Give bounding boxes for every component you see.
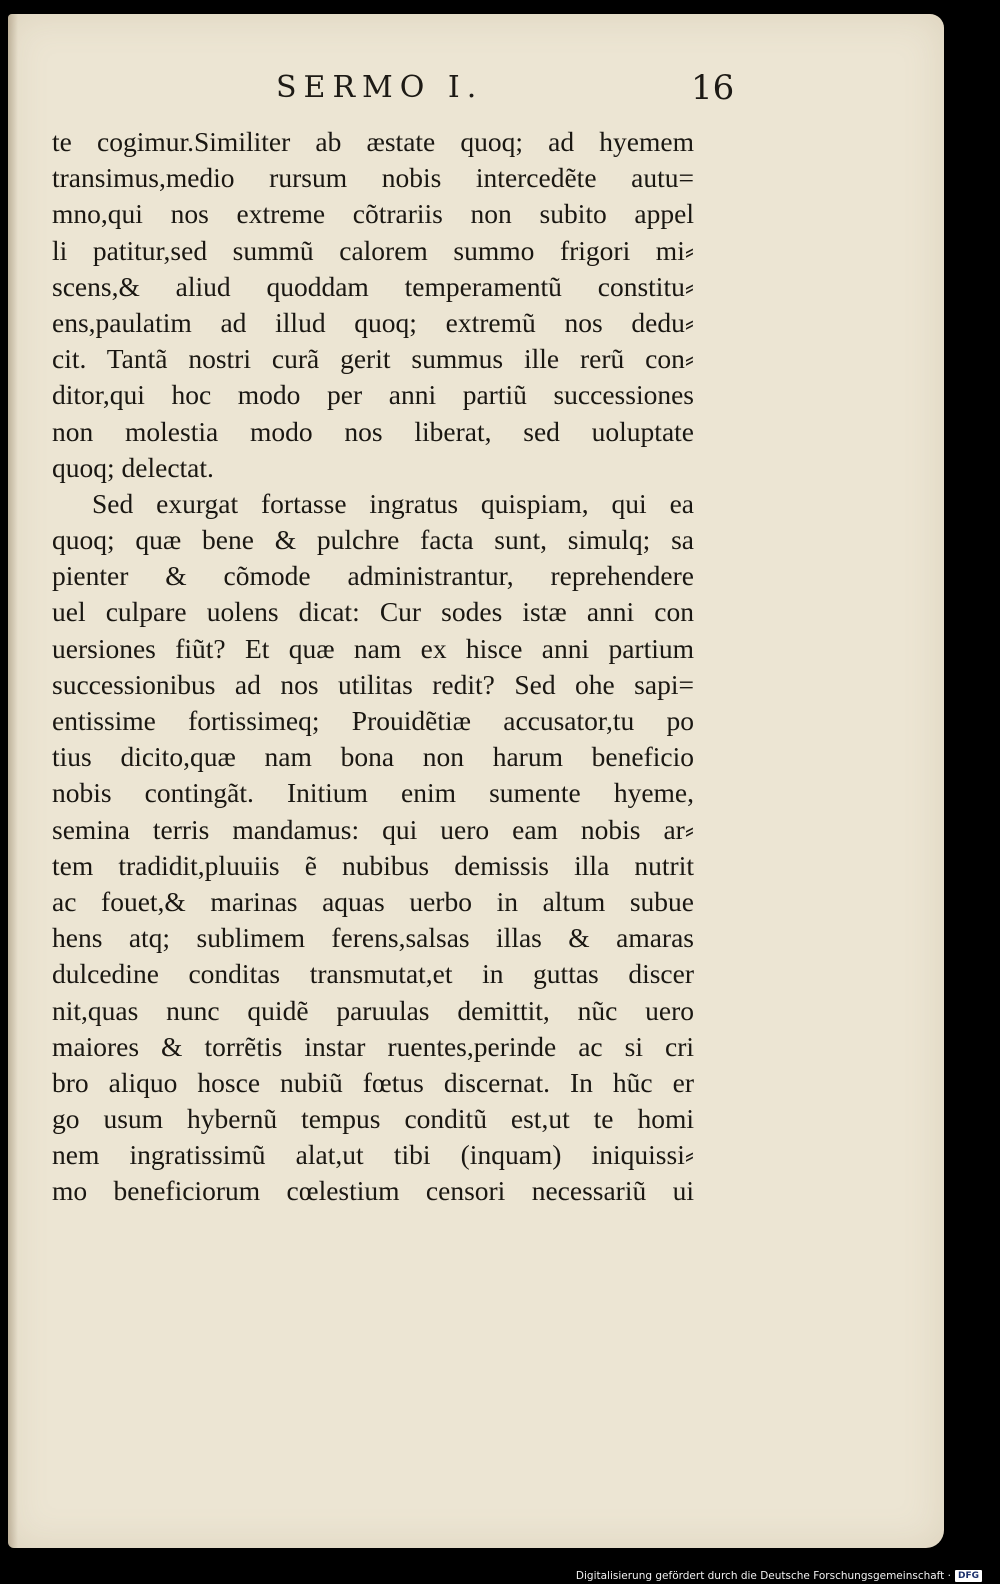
text-line: entissime fortissimeq; Prouidẽtiæ accusator,tu po [52,705,694,736]
text-line: nobis contingãt. Initium enim sumente hyeme, [52,777,694,809]
body-text [52,124,694,1210]
text-line: tius dicito,quæ nam bona non harum beneficio [52,741,694,773]
text-line: mno,qui nos extreme cõtrariis non subito appel [52,198,694,230]
text-line: li patitur,sed summũ calorem summo frigori mi⸗ [52,234,694,266]
digitization-credit [576,1570,982,1582]
page-number: 16 [691,68,735,108]
text-line: te cogimur.Similiter ab æstate quoq; ad hyemem [52,126,694,157]
text-line: semina terris mandamus: qui uero eam nobis ar⸗ [52,813,694,845]
text-line: cit. Tantã nostri curã gerit summus ille rerũ con⸗ [52,343,694,375]
page-header [8,68,944,118]
text-line: pienter & cõmode administrantur, reprehendere [52,560,694,592]
page-gutter-shadow [8,14,18,1548]
text-line: go usum hybernũ tempus conditũ est,ut te homi [52,1103,694,1135]
text-line: mo beneficiorum cœlestium censori necessariũ ui [52,1175,694,1207]
text-line: scens,& aliud quoddam temperamentũ constitu⸗ [52,270,694,302]
text-line: ac fouet,& marinas aquas uerbo in altum subue [52,885,694,917]
text-line: successionibus ad nos utilitas redit? Sed ohe sapi= [52,668,694,700]
text-line: uersiones fiũt? Et quæ nam ex hisce anni partium [52,632,694,664]
text-line: quoq; delectat. [52,451,214,483]
text-line: maiores & torrẽtis instar ruentes,perinde ac si cri [52,1030,694,1062]
text-line: tem tradidit,pluuiis ẽ nubibus demissis illa nutrit [52,849,694,881]
text-line: ditor,qui hoc modo per anni partiũ successiones [52,379,694,411]
text-line: non molestia modo nos liberat, sed uoluptate [52,415,694,447]
text-line: dulcedine conditas transmutat,et in guttas discer [52,958,694,990]
book-page [8,14,944,1548]
text-line: ens,paulatim ad illud quoq; extremũ nos dedu⸗ [52,306,694,338]
text-line: uel culpare uolens dicat: Cur sodes istæ anni con [52,596,694,628]
text-line: hens atq; sublimem ferens,salsas illas & amaras [52,922,694,954]
dfg-logo: DFG [955,1570,982,1582]
text-line: nem ingratissimũ alat,ut tibi (inquam) iniquissi⸗ [52,1139,694,1171]
text-line: bro aliquo hosce nubiũ fœtus discernat. In hũc er [52,1066,694,1098]
text-line: Sed exurgat fortasse ingratus quispiam, qui ea [92,487,694,519]
text-line: quoq; quæ bene & pulchre facta sunt, simulq; sa [52,524,694,556]
credit-text: Digitalisierung gefördert durch die Deutsche Forschungsgemeinschaft · [575,1570,951,1582]
text-line: transimus,medio rursum nobis intercedẽte autu= [52,162,694,194]
running-head: SERMO I. [276,70,484,105]
text-line: nit,quas nunc quidẽ paruulas demittit, nũc uero [52,994,694,1026]
